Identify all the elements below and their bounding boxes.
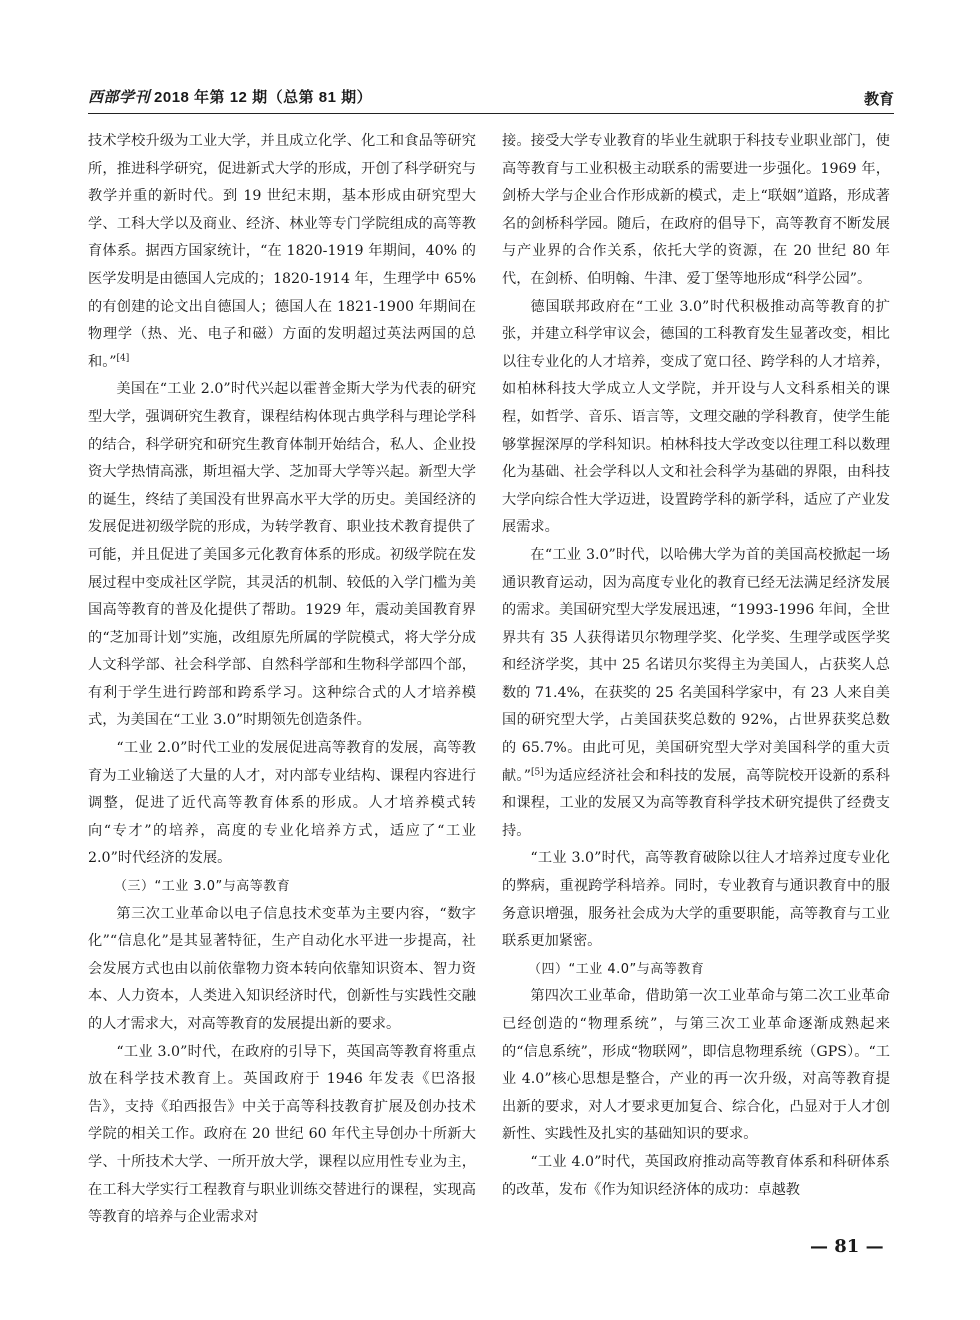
right-column: [502, 128, 890, 1204]
left-column: [88, 128, 476, 1232]
paragraph: 德国联邦政府在“工业 3.0”时代积极推动高等教育的扩张，并建立科学审议会，德国的工科教育发生显著改变，相比以往专业化的人才培养，变成了宽口径、跨学科的人才培养，如柏林科技大学成立人文学院，并开设与人文科系相关的课程，如哲学、音乐、语言等，文理交融的学科教育，使学生能够掌握深厚的学科知识。柏林科技大学改变以往理工科以数理化为基础、社会学科以人文和社会科学为基础的界限，由科技大学向综合性大学迈进，设置跨学科的新学科，适应了产业发展需求。: [502, 298, 890, 536]
issue-info: 2018 年第 12 期（总第 81 期）: [154, 89, 373, 106]
journal-title: 西部学刊: [88, 88, 151, 106]
citation: [5]: [531, 766, 544, 777]
citation: [4]: [116, 353, 130, 364]
section-label: 教育: [863, 90, 894, 108]
section-heading: （三）“工业 3.0”与高等教育: [114, 879, 291, 895]
paragraph-text: 为适应经济社会和科技的发展，高等院校开设新的系科和课程，工业的发展又为高等教育科学技术研究提供了经费支持。: [502, 767, 890, 839]
running-header: [88, 84, 894, 112]
paragraph: 美国在“工业 2.0”时代兴起以霍普金斯大学为代表的研究型大学，强调研究生教育，课程结构体现古典学科与理论学科的结合，科学研究和研究生教育体制开始结合，私人、企业投资大学热情高涨，斯坦福大学、芝加哥大学等兴起。新型大学的诞生，终结了美国没有世界高水平大学的历史。美国经济的发展促进初级学院的形成，为转学教育、职业技术教育提供了可能，并且促进了美国多元化教育体系的形成。初级学院在发展过程中变成社区学院，其灵活的机制、较低的入学门槛为美国高等教育的普及化提供了帮助。1929 年，震动美国教育界的“芝加哥计划”实施，改组原先所属的学院模式，将大学分成人文科学部、社会科学部、自然科学部和生物科学部四个部，有利于学生进行跨部和跨系学习。这种综合式的人才培养模式，为美国在“工业 3.0”时期领先创造条件。: [88, 381, 476, 729]
paragraph: 接。接受大学专业教育的毕业生就职于科技专业职业部门，使高等教育与工业积极主动联系的需要进一步强化。1969 年，剑桥大学与企业合作形成新的模式，走上“联姻”道路，形成著名的剑桥科学园。随后，在政府的倡导下，高等教育不断发展与产业界的合作关系，依托大学的资源，在 20 世纪 80 年代，在剑桥、伯明翰、牛津、爱丁堡等地形成“科学公园”。: [502, 133, 890, 287]
paragraph-text: 技术学校升级为工业大学，并且成立化学、化工和食品等研究所，推进科学研究，促进新式大学的形成，开创了科学研究与教学并重的新时代。到 19 世纪末期，基本形成由研究型大学、工科大学以及商业、经济、林业等专门学院组成的高等教育体系。据西方国家统计，“在 1820-1919 年期间，40% 的医学发明是由德国人完成的；1820-1914 年，生理学中 65% 的有创建的论文出自德国人；德国人在 1821-1900 年期间在物理学（热、光、电子和磁）方面的发明超过英法两国的总和。”: [88, 133, 476, 370]
paragraph: “工业 3.0”时代，高等教育破除以往人才培养过度专业化的弊病，重视跨学科培养。同时，专业教育与通识教育中的服务意识增强，服务社会成为大学的重要职能，高等教育与工业联系更加紧密。: [502, 850, 890, 950]
header-rule: [88, 113, 894, 114]
paragraph: “工业 3.0”时代，在政府的引导下，英国高等教育将重点放在科学技术教育上。英国政府于 1946 年发表《巴洛报告》，支持《珀西报告》中关于高等科技教育扩展及创办技术学院的相关工作。政府在 20 世纪 60 年代主导创办十所新大学、十所技术大学、一所开放大学，课程以应用性专业为主，在工科大学实行工程教育与职业训练交替进行的课程，实现高等教育的培养与企业需求对: [88, 1043, 476, 1226]
paragraph: [502, 542, 890, 846]
paragraph: “工业 4.0”时代，英国政府推动高等教育体系和科研体系的改革，发布《作为知识经济体的成功：卓越教: [502, 1153, 890, 1198]
paragraph: 第三次工业革命以电子信息技术变革为主要内容，“数字化”“信息化”是其显著特征，生产自动化水平进一步提高，社会发展方式也由以前依靠物力资本转向依靠知识资本、智力资本、人力资本，人类进入知识经济时代，创新性与实践性交融的人才需求大，对高等教育的发展提出新的要求。: [88, 905, 476, 1032]
paragraph: 第四次工业革命，借助第一次工业革命与第二次工业革命已经创造的“物理系统”，与第三次工业革命逐渐成熟起来的“信息系统”，形成“物联网”，即信息物理系统（GPS）。“工业 4.0”核心思想是整合，产业的再一次升级，对高等教育提出新的要求，对人才要求更加复合、综合化，凸显对于人才创新性、实践性及扎实的基础知识的要求。: [502, 988, 890, 1143]
paragraph: “工业 2.0”时代工业的发展促进高等教育的发展，高等教育为工业输送了大量的人才，对内部专业结构、课程内容进行调整，促进了近代高等教育体系的形成。人才培养模式转向“专才”的培养，高度的专业化培养方式，适应了“工业 2.0”时代经济的发展。: [88, 740, 476, 867]
page-number: — 81 —: [810, 1236, 884, 1257]
section-heading: （四）“工业 4.0”与高等教育: [528, 961, 705, 977]
journal-issue: [88, 86, 372, 107]
paragraph-text: 在“工业 3.0”时代，以哈佛大学为首的美国高校掀起一场通识教育运动，因为高度专业化的教育已经无法满足经济发展的需求。美国研究型大学发展迅速，“1993-1996 年间，全世界共有 35 人获得诺贝尔物理学奖、化学奖、生理学或医学奖和经济学奖，其中 25 名诺贝尔奖得主为美国人，占获奖人总数的 71.4%，在获奖的 25 名美国科学家中，有 23 人来自美国的研究型大学，占美国获奖总数的 92%，占世界获奖总数的 65.7%。由此可见，美国研究型大学对美国科学的重大贡献。”: [502, 546, 890, 784]
paragraph: [88, 128, 476, 376]
